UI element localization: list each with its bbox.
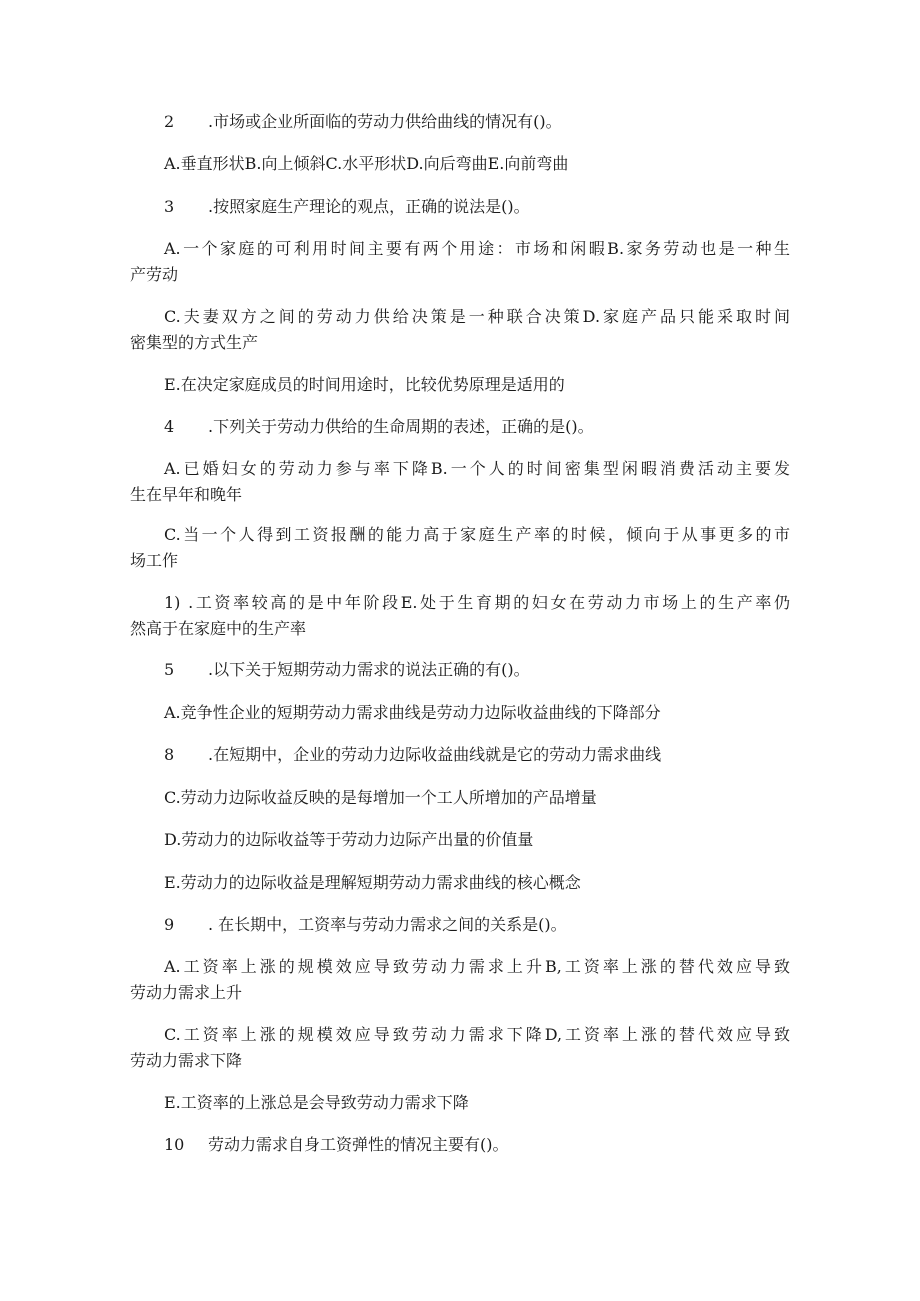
- question-text: . 在长期中，工资率与劳动力需求之间的关系是()。: [208, 915, 567, 934]
- option-paragraph: [130, 954, 790, 1006]
- option-text-line-1: 1) .工资率较高的是中年阶段E.处于生育期的妇女在劳动力市场上的生产率仍: [164, 593, 790, 612]
- option-text-line-1: A.工资率上涨的规模效应导致劳动力需求上升B,工资率上涨的替代效应导致: [164, 957, 790, 976]
- question-10: [164, 1132, 790, 1158]
- option-text: E.在决定家庭成员的时间用途时，比较优势原理是适用的: [164, 375, 565, 394]
- option-text-line-2: 产劳动: [130, 265, 179, 284]
- option-text: D.劳动力的边际收益等于劳动力边际产出量的价值量: [164, 830, 534, 849]
- question-8: [164, 742, 790, 768]
- option-text: A.竞争性企业的短期劳动力需求曲线是劳动力边际收益曲线的下降部分: [164, 703, 661, 722]
- question-text: .在短期中，企业的劳动力边际收益曲线就是它的劳动力需求曲线: [208, 745, 662, 764]
- option-paragraph: [130, 522, 790, 574]
- option-text: E.劳动力的边际收益是理解短期劳动力需求曲线的核心概念: [164, 873, 581, 892]
- option-text-line-1: C.当一个人得到工资报酬的能力高于家庭生产率的时候，倾向于从事更多的市: [164, 525, 790, 544]
- question-number: 9: [164, 915, 175, 934]
- option-text-line-2: 场工作: [130, 551, 179, 570]
- options-line: [164, 700, 790, 726]
- question-9: [164, 912, 790, 938]
- option-paragraph: [130, 304, 790, 356]
- option-text: E.工资率的上涨总是会导致劳动力需求下降: [164, 1093, 469, 1112]
- question-number: 2: [164, 112, 175, 131]
- question-text: .下列关于劳动力供给的生命周期的表述，正确的是()。: [208, 417, 594, 436]
- option-paragraph: [130, 590, 790, 642]
- question-5: [164, 657, 790, 683]
- option-text-line-1: C.夫妻双方之间的劳动力供给决策是一种联合决策D.家庭产品只能采取时间: [164, 307, 790, 326]
- option-paragraph: [130, 456, 790, 508]
- option-paragraph: [130, 1022, 790, 1074]
- option-text-line-2: 劳动力需求上升: [130, 983, 243, 1002]
- option-paragraph: [130, 236, 790, 288]
- options-line: [164, 785, 790, 811]
- question-4: [164, 414, 790, 440]
- question-text: .按照家庭生产理论的观点，正确的说法是()。: [208, 197, 530, 216]
- options-line: [164, 372, 790, 398]
- option-text-line-1: C.工资率上涨的规模效应导致劳动力需求下降D,工资率上涨的替代效应导致: [164, 1025, 790, 1044]
- option-text-line-2: 劳动力需求下降: [130, 1051, 243, 1070]
- question-number: 4: [164, 417, 175, 436]
- question-2: [164, 109, 790, 135]
- question-text: .以下关于短期劳动力需求的说法正确的有()。: [208, 660, 530, 679]
- options-line: [164, 1090, 790, 1116]
- options-line: [164, 151, 790, 177]
- option-text-line-1: A.已婚妇女的劳动力参与率下降B.一个人的时间密集型闲暇消费活动主要发: [164, 459, 790, 478]
- options-line: [164, 827, 790, 853]
- question-number: 5: [164, 660, 175, 679]
- question-text: .市场或企业所面临的劳动力供给曲线的情况有()。: [208, 112, 562, 131]
- question-text: 劳动力需求自身工资弹性的情况主要有()。: [208, 1135, 509, 1154]
- question-3: [164, 194, 790, 220]
- option-text-line-2: 密集型的方式生产: [130, 333, 259, 352]
- option-text-line-1: A.一个家庭的可利用时间主要有两个用途：市场和闲暇B.家务劳动也是一种生: [164, 239, 790, 258]
- question-number: 8: [164, 745, 175, 764]
- options-line: [164, 870, 790, 896]
- option-text-line-2: 生在早年和晚年: [130, 485, 243, 504]
- option-text: A.垂直形状B.向上倾斜C.水平形状D.向后弯曲E.向前弯曲: [164, 154, 569, 173]
- option-text: C.劳动力边际收益反映的是每增加一个工人所增加的产品增量: [164, 788, 597, 807]
- option-text-line-2: 然高于在家庭中的生产率: [130, 619, 307, 638]
- question-number: 3: [164, 197, 175, 216]
- question-number: 10: [164, 1135, 185, 1154]
